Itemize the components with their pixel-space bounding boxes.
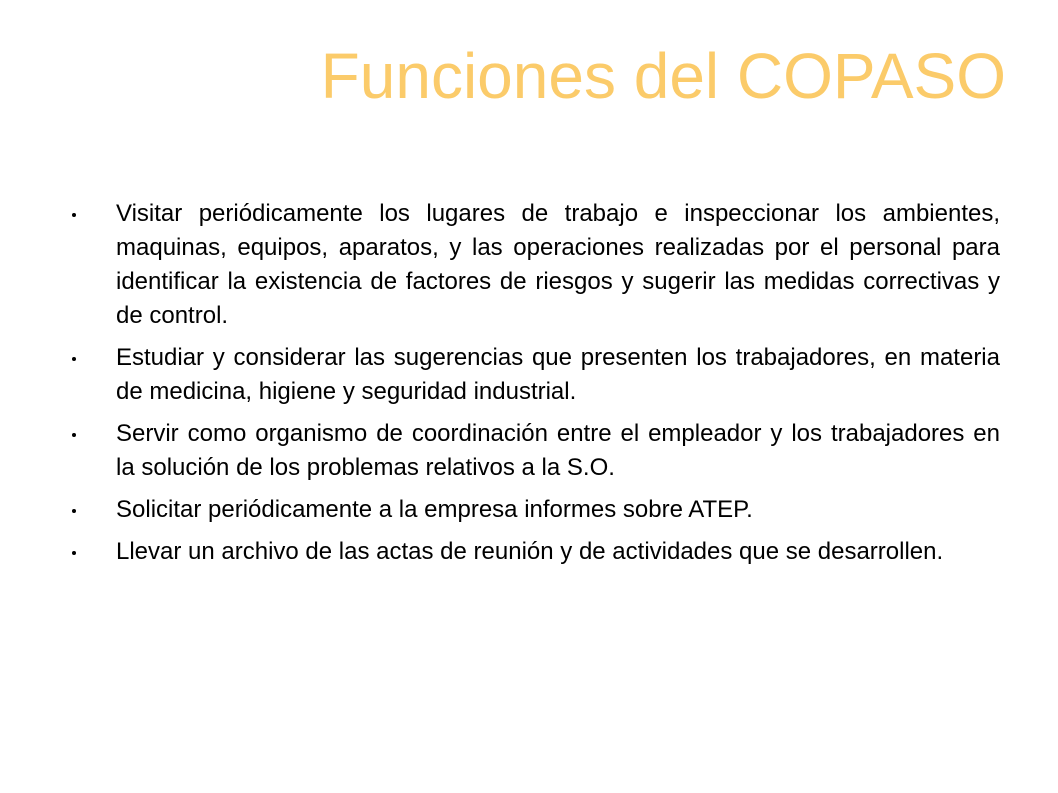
bullet-item xyxy=(72,417,1000,485)
slide-title: Funciones del COPASO xyxy=(320,40,1006,112)
bullet-text: Estudiar y considerar las sugerencias que presenten los trabajadores, en materia de medicina, higiene y seguridad industrial. xyxy=(116,344,1000,405)
bullet-text: Visitar periódicamente los lugares de trabajo e inspeccionar los ambientes, maquinas, equipos, aparatos, y las operaciones realizadas por el personal para identificar la existencia de factores de riesgos y sugerir las medidas correctivas y de control. xyxy=(116,200,1000,329)
bullet-item xyxy=(72,341,1000,409)
bullet-list xyxy=(72,197,1000,577)
bullet-text: Llevar un archivo de las actas de reunión y de actividades que se desarrollen. xyxy=(116,538,944,565)
bullet-item xyxy=(72,535,1000,569)
bullet-item xyxy=(72,493,1000,527)
bullet-dot-icon xyxy=(72,433,76,437)
bullet-dot-icon xyxy=(72,551,76,555)
bullet-text: Solicitar periódicamente a la empresa informes sobre ATEP. xyxy=(116,496,753,523)
bullet-dot-icon xyxy=(72,509,76,513)
bullet-text: Servir como organismo de coordinación entre el empleador y los trabajadores en la solución de los problemas relativos a la S.O. xyxy=(116,420,1000,481)
bullet-item xyxy=(72,197,1000,333)
bullet-dot-icon xyxy=(72,357,76,361)
bullet-dot-icon xyxy=(72,213,76,217)
